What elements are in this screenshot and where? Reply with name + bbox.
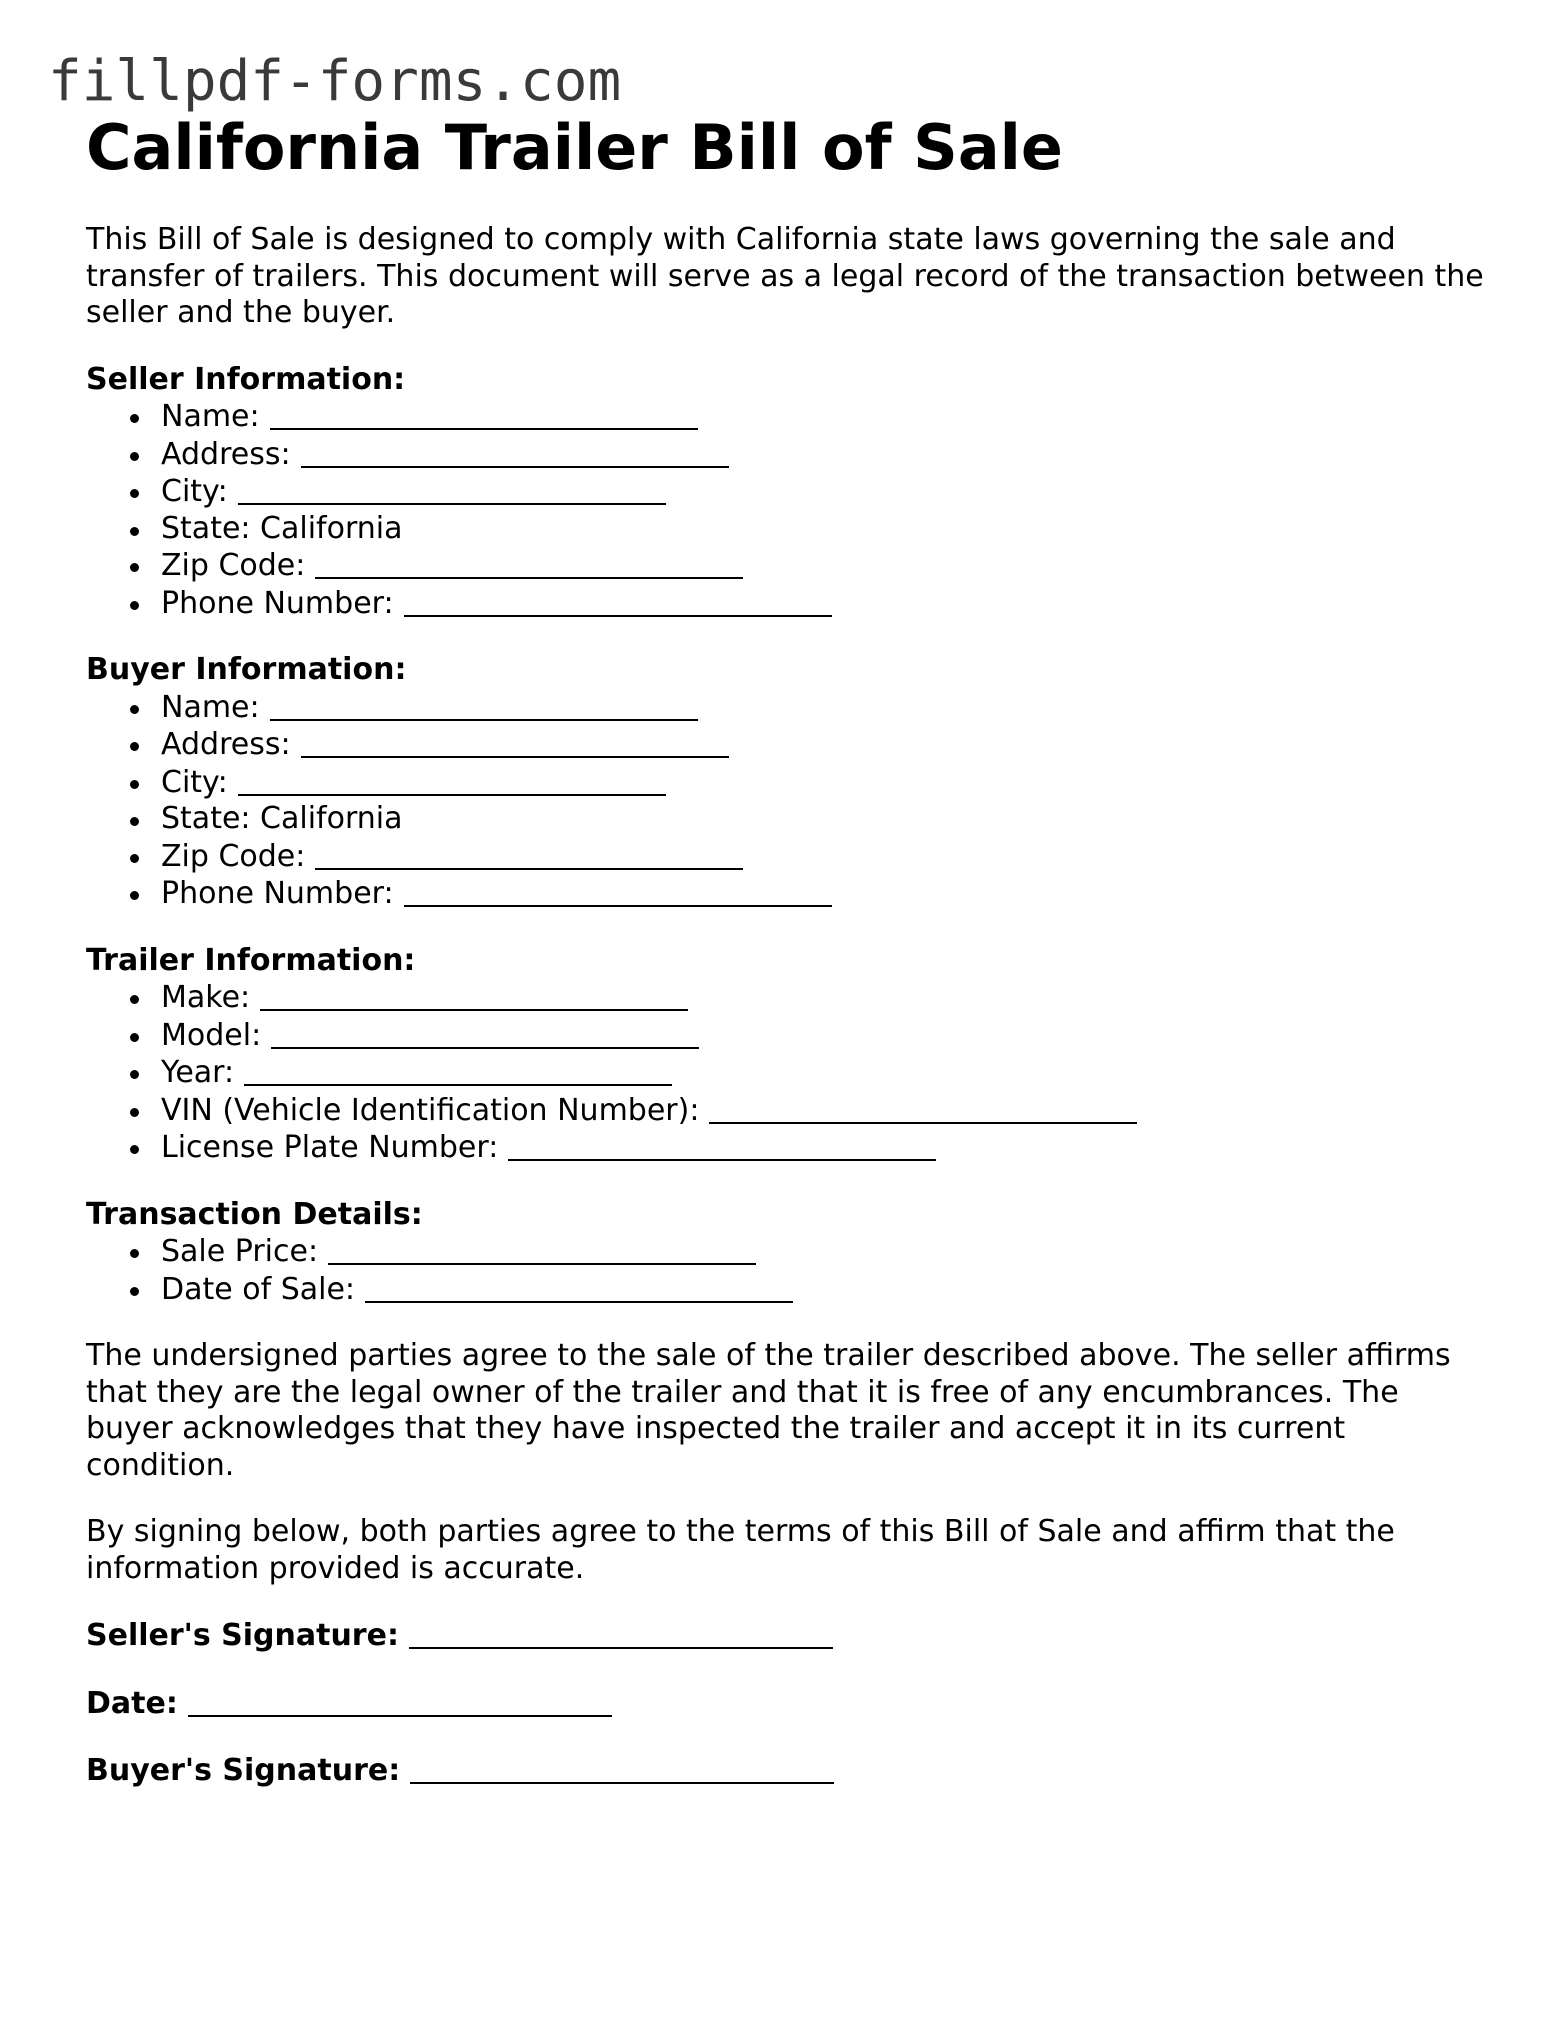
bullet-icon bbox=[130, 817, 139, 826]
trailer-vin-item bbox=[86, 1092, 1486, 1130]
bullet-icon bbox=[130, 995, 139, 1004]
bullet-icon bbox=[130, 1287, 139, 1296]
field-label: Date of Sale: bbox=[161, 1271, 356, 1307]
buyer-heading: Buyer Information: bbox=[86, 652, 407, 687]
trailer-year-item bbox=[86, 1054, 1486, 1092]
signature-date-label: Date: bbox=[86, 1685, 178, 1721]
field-label: City: bbox=[161, 474, 228, 509]
buyer-zip-blank[interactable] bbox=[315, 838, 743, 870]
bullet-icon bbox=[130, 414, 139, 423]
trailer-make-blank[interactable] bbox=[260, 979, 688, 1011]
seller-address-item bbox=[86, 436, 1486, 474]
signature-date-line bbox=[86, 1685, 1486, 1723]
field-label: Year: bbox=[161, 1055, 235, 1090]
seller-city-item bbox=[86, 473, 1486, 511]
buyer-zip-item bbox=[86, 838, 1486, 876]
seller-zip-blank[interactable] bbox=[315, 547, 743, 579]
field-label: City: bbox=[161, 764, 228, 800]
bullet-icon bbox=[130, 1145, 139, 1154]
seller-fields bbox=[86, 398, 1486, 622]
buyer-signature-label: Buyer's Signature: bbox=[86, 1753, 401, 1788]
bullet-icon bbox=[130, 742, 139, 751]
field-label: Sale Price: bbox=[161, 1234, 319, 1269]
transaction-fields bbox=[86, 1233, 1486, 1308]
trailer-model-blank[interactable] bbox=[271, 1017, 699, 1049]
intro-paragraph: This Bill of Sale is designed to comply with California state laws governing the sale and transfer of trailers. This document will serve as a legal record of the transaction between the seller and the buyer. bbox=[86, 222, 1484, 330]
buyer-phone-blank[interactable] bbox=[404, 875, 832, 907]
seller-state-item bbox=[86, 511, 1486, 548]
bullet-icon bbox=[130, 705, 139, 714]
field-label: Make: bbox=[161, 980, 251, 1015]
seller-name-blank[interactable] bbox=[270, 398, 698, 430]
buyer-city-item bbox=[86, 764, 1486, 802]
trailer-vin-blank[interactable] bbox=[709, 1092, 1137, 1124]
buyer-fields bbox=[86, 689, 1486, 913]
buyer-address-item bbox=[86, 726, 1486, 764]
bullet-icon bbox=[130, 601, 139, 610]
bullet-icon bbox=[130, 1070, 139, 1079]
bullet-icon bbox=[130, 1108, 139, 1117]
buyer-name-blank[interactable] bbox=[270, 689, 698, 721]
sale-date-item bbox=[86, 1271, 1486, 1309]
bullet-icon bbox=[130, 780, 139, 789]
trailer-make-item bbox=[86, 979, 1486, 1017]
buyer-name-item bbox=[86, 689, 1486, 727]
trailer-fields bbox=[86, 979, 1486, 1167]
document-title: California Trailer Bill of Sale bbox=[86, 111, 1063, 184]
field-label: State: California bbox=[161, 801, 403, 836]
field-label: License Plate Number: bbox=[161, 1130, 499, 1165]
bullet-icon bbox=[130, 891, 139, 900]
seller-signature-blank[interactable] bbox=[409, 1617, 833, 1649]
trailer-plate-blank[interactable] bbox=[508, 1129, 936, 1161]
bullet-icon bbox=[130, 854, 139, 863]
buyer-city-blank[interactable] bbox=[238, 764, 666, 796]
buyer-address-blank[interactable] bbox=[301, 726, 729, 758]
trailer-model-item bbox=[86, 1017, 1486, 1055]
sale-price-item bbox=[86, 1233, 1486, 1271]
field-label: Zip Code: bbox=[161, 548, 306, 583]
field-label: Phone Number: bbox=[161, 876, 394, 911]
seller-heading: Seller Information: bbox=[86, 361, 406, 397]
buyer-state-item bbox=[86, 801, 1486, 838]
seller-signature-line bbox=[86, 1617, 1486, 1655]
field-label: Model: bbox=[161, 1017, 262, 1053]
seller-address-blank[interactable] bbox=[301, 436, 729, 468]
field-label: Name: bbox=[161, 399, 260, 434]
field-label: Phone Number: bbox=[161, 585, 394, 621]
document-body bbox=[86, 108, 1486, 1790]
field-label: Address: bbox=[161, 436, 291, 472]
seller-name-item bbox=[86, 398, 1486, 436]
field-label: Name: bbox=[161, 689, 260, 725]
bullet-icon bbox=[130, 1033, 139, 1042]
bullet-icon bbox=[130, 527, 139, 536]
bullet-icon bbox=[130, 563, 139, 572]
signature-date-blank[interactable] bbox=[188, 1685, 612, 1717]
seller-zip-item bbox=[86, 547, 1486, 585]
trailer-heading: Trailer Information: bbox=[86, 942, 416, 978]
bullet-icon bbox=[130, 1249, 139, 1258]
seller-city-blank[interactable] bbox=[238, 473, 666, 505]
sale-price-blank[interactable] bbox=[328, 1233, 756, 1265]
agreement-paragraph: The undersigned parties agree to the sale of the trailer described above. The seller affirms that they are the legal owner of the trailer and that it is free of any encumbrances. The buyer acknowledges that they have inspected the trailer and accept it in its current condition. bbox=[86, 1338, 1451, 1483]
buyer-signature-blank[interactable] bbox=[410, 1752, 834, 1784]
field-label: Address: bbox=[161, 727, 291, 762]
trailer-plate-item bbox=[86, 1129, 1486, 1167]
buyer-signature-line bbox=[86, 1752, 1486, 1790]
field-label: VIN (Vehicle Identification Number): bbox=[161, 1092, 700, 1128]
transaction-heading: Transaction Details: bbox=[86, 1196, 423, 1232]
trailer-year-blank[interactable] bbox=[244, 1054, 672, 1086]
bullet-icon bbox=[130, 489, 139, 498]
sale-date-blank[interactable] bbox=[365, 1271, 793, 1303]
affirmation-paragraph: By signing below, both parties agree to the terms of this Bill of Sale and affirm that the information provided is accurate. bbox=[86, 1514, 1395, 1586]
seller-signature-label: Seller's Signature: bbox=[86, 1618, 399, 1653]
buyer-phone-item bbox=[86, 875, 1486, 913]
seller-phone-blank[interactable] bbox=[404, 585, 832, 617]
field-label: State: California bbox=[161, 510, 403, 546]
watermark: fillpdf-forms.com bbox=[48, 49, 622, 114]
seller-phone-item bbox=[86, 585, 1486, 623]
bullet-icon bbox=[130, 452, 139, 461]
field-label: Zip Code: bbox=[161, 838, 306, 874]
